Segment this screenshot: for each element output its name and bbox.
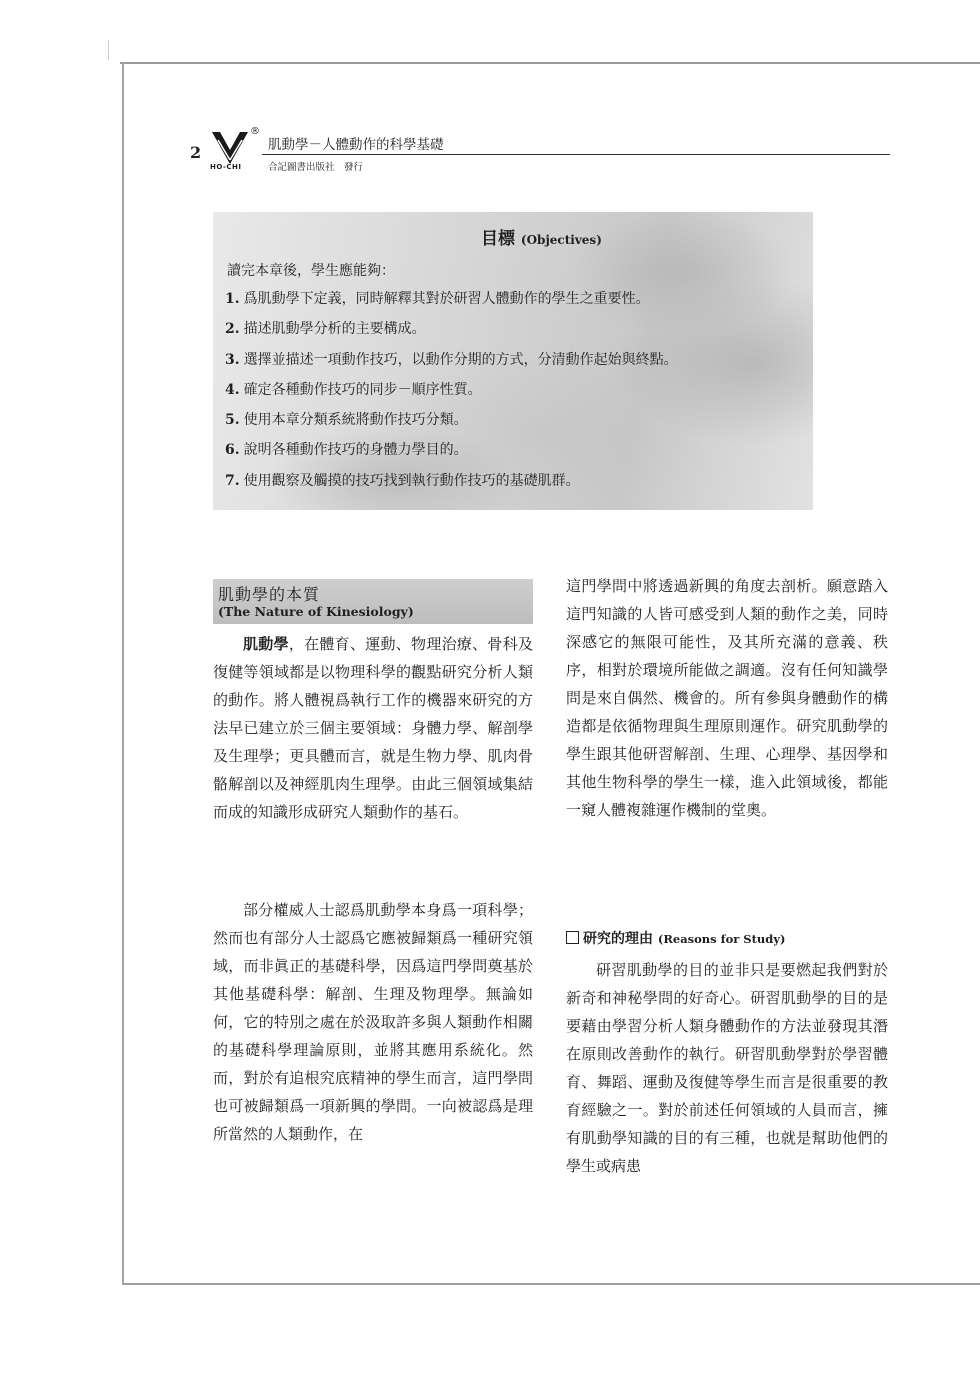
objectives-intro: 讀完本章後，學生應能夠： (227, 263, 395, 279)
objective-item (225, 379, 678, 409)
body-paragraph (213, 630, 533, 826)
objective-text: 使用觀察及觸摸的技巧找到執行動作技巧的基礎肌群。 (243, 472, 580, 489)
term-kinesiology: 肌動學 (243, 635, 289, 653)
objectives-title-en: (Objectives) (520, 233, 602, 247)
objective-item (225, 288, 678, 318)
objective-item (225, 439, 678, 469)
objective-number: 6. (225, 442, 240, 459)
objective-item (225, 318, 678, 348)
checkbox-bullet-icon (566, 931, 579, 944)
section-title-zh: 肌動學的本質 (218, 585, 321, 604)
objective-number: 3. (225, 351, 240, 368)
body-paragraph: 這門學問中將透過新興的角度去剖析。願意踏入這門知識的人皆可感受到人類的動作之美，同時深感它的無限可能性，及其所充滿的意義、秩序，相對於環境所能做之調適。沒有任何知識學問是來自偶然、機會的。所有參與身體動作的構造都是依循物理與生理原則運作。研究肌動學的學生跟其他研習解剖、生理、心理學、基因學和其他生物科學的學生一樣，進入此領域後，都能一窺人體複雜運作機制的堂奧。 (566, 577, 888, 819)
objective-number: 4. (225, 381, 240, 398)
objective-number: 2. (225, 321, 240, 338)
objective-number: 7. (225, 472, 240, 489)
header-rule (262, 154, 890, 155)
objective-item (225, 409, 678, 439)
subsection-heading (566, 928, 785, 948)
objective-number: 5. (225, 412, 240, 429)
objective-text: 選擇並描述一項動作技巧，以動作分期的方式，分清動作起始與終點。 (243, 351, 678, 368)
paragraph-text: ，在體育、運動、物理治療、骨科及復健等領域都是以物理科學的觀點研究分析人類的動作。將人體視爲執行工作的機器來研究的方法早已建立於三個主要領域：身體力學、解剖學及生理學；更具體而言，就是生物力學、肌肉骨骼解剖以及神經肌肉生理學。由此三個領域集結而成的知識形成研究人類動作的基石。 (213, 635, 533, 821)
book-title: 肌動學－人體動作的科學基礎 (268, 137, 444, 153)
objective-text: 描述肌動學分析的主要構成。 (243, 321, 426, 338)
scan-edge-left (122, 62, 124, 1284)
objective-item (225, 470, 678, 500)
registered-mark: ® (250, 126, 260, 137)
body-paragraph: 部分權威人士認爲肌動學本身爲一項科學；然而也有部分人士認爲它應被歸類爲一種研究領域，而非眞正的基礎科學，因爲這門學問奠基於其他基礎科學：解剖、生理及物理學。無論如何，它的特別之處在於汲取許多與人類動作相關的基礎科學理論原則，並將其應用系統化。然而，對於有追根究底精神的學生而言，這門學問也可被歸類爲一項新興的學問。一向被認爲是理所當然的人類動作，在 (213, 901, 533, 1143)
objectives-box (213, 212, 813, 510)
scan-edge-top (120, 62, 980, 64)
objectives-list (225, 288, 678, 500)
objective-text: 使用本章分類系統將動作技巧分類。 (243, 412, 468, 429)
objective-text: 爲肌動學下定義，同時解釋其對於研習人體動作的學生之重要性。 (243, 291, 650, 307)
page-number: 2 (190, 143, 202, 162)
subsection-title-en: (Reasons for Study) (657, 932, 786, 946)
section-title-en: (The Nature of Kinesiology) (218, 604, 414, 619)
publisher-logo-icon (210, 128, 250, 168)
objective-item (225, 349, 678, 379)
logo-text: HO-CHI (210, 163, 242, 171)
objective-text: 確定各種動作技巧的同步－順序性質。 (243, 381, 482, 398)
objectives-title (481, 224, 602, 249)
scan-mark (108, 40, 109, 60)
section-heading (213, 579, 533, 624)
publisher-line: 合記圖書出版社 發行 (268, 162, 364, 173)
objective-text: 說明各種動作技巧的身體力學目的。 (243, 442, 468, 459)
objective-number: 1. (225, 291, 240, 307)
body-paragraph: 研習肌動學的目的並非只是要燃起我們對於新奇和神秘學問的好奇心。研習肌動學的目的是要藉由學習分析人類身體動作的方法並發現其潛在原則改善動作的執行。研習肌動學對於學習體育、舞蹈、運動及復健等學生而言是很重要的教育經驗之一。對於前述任何領域的人員而言，擁有肌動學知識的目的有三種，也就是幫助他們的學生或病患 (566, 961, 888, 1175)
scan-edge-bottom (122, 1283, 980, 1285)
objectives-title-zh: 目標 (481, 229, 515, 249)
subsection-title-zh: 研究的理由 (583, 931, 653, 947)
